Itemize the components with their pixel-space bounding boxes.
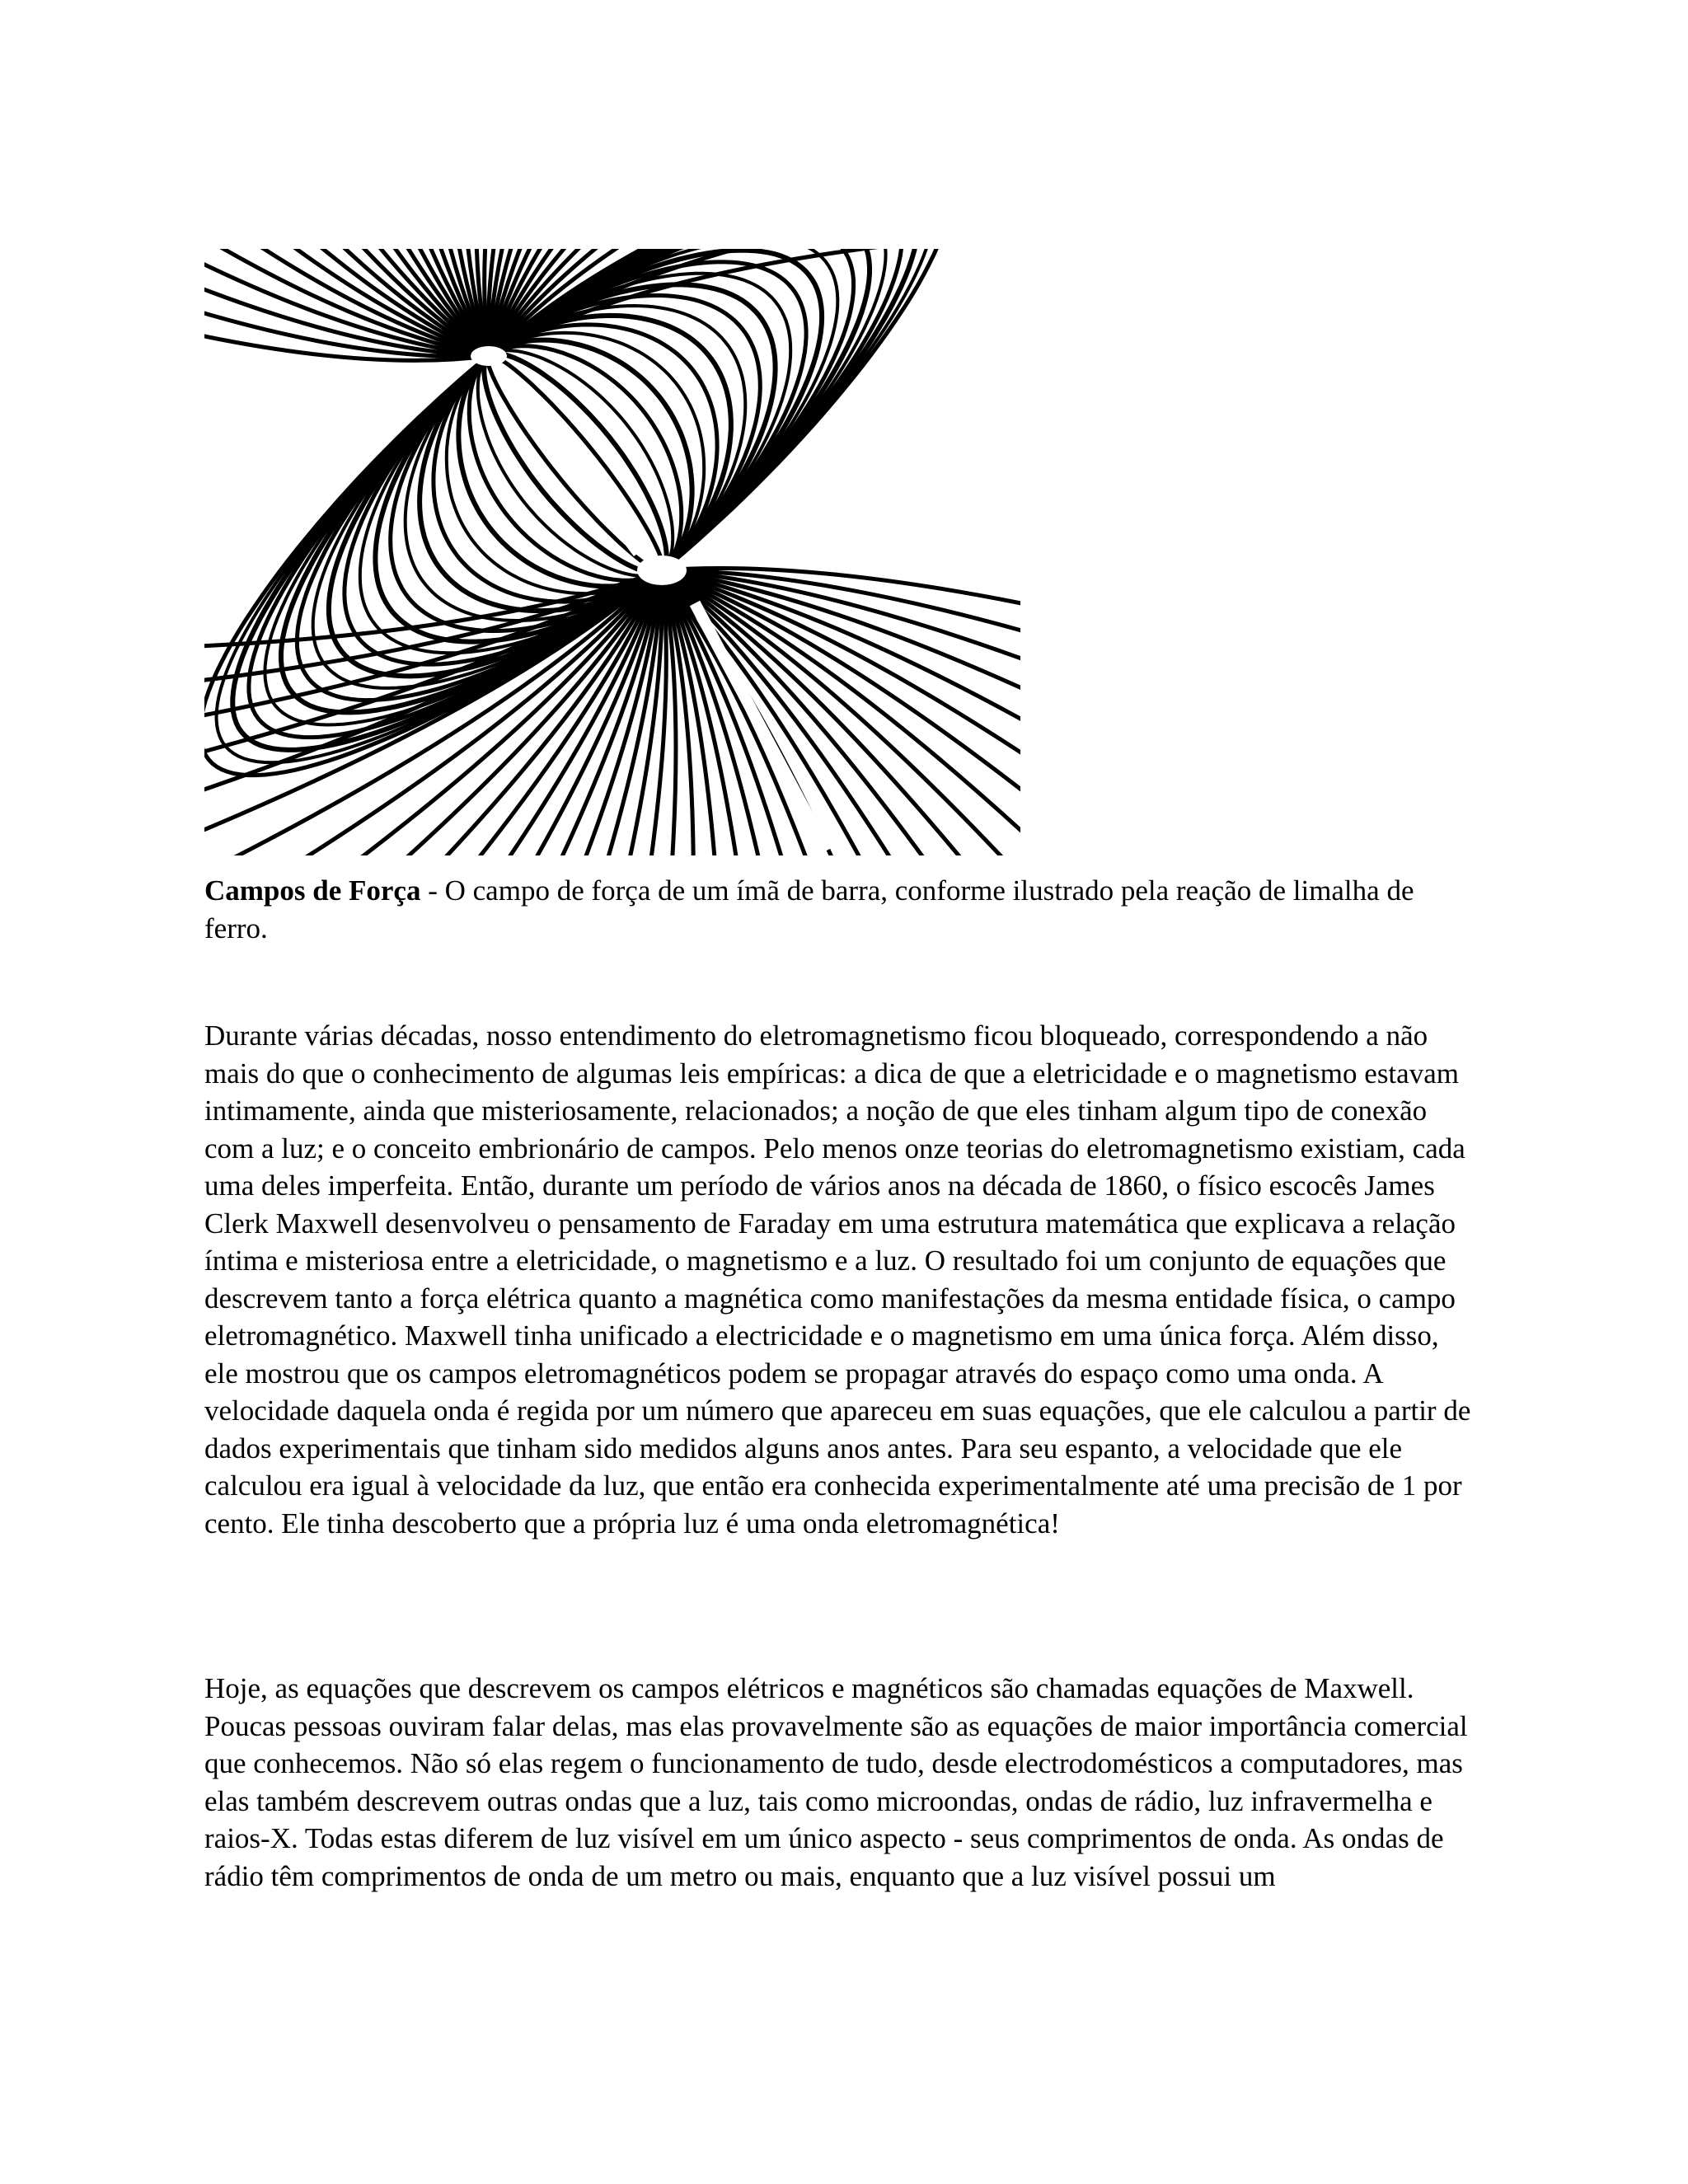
iron-filings-magnetic-field-image (204, 249, 1020, 855)
magnet-pole (637, 555, 687, 585)
body-paragraph-2 (204, 1670, 1474, 1895)
caption-text: O campo de força de um ímã de barra, conforme ilustrado pela reação de limalha de ferro. (204, 874, 1414, 944)
magnet-pole (471, 346, 507, 366)
paragraph-text: Hoje, as equações que descrevem os campos elétricos e magnéticos são chamadas equações de Maxwell. Poucas pessoas ouviram falar delas, mas elas provavelmente são as equações de maior importância comercial que conhecemos. Não só elas regem o funcionamento de tudo, desde electrodomésticos a computadores, mas elas também descrevem outras ondas que a luz, tais como microondas, ondas de rádio, luz infravermelha e raios-X. Todas estas diferem de luz visível em um único aspecto - seus comprimentos de onda. As ondas de rádio têm comprimentos de onda de um metro ou mais, enquanto que a luz visível possui um (204, 1672, 1468, 1892)
body-paragraph-1 (204, 1017, 1474, 1542)
caption-title: Campos de Força (204, 874, 421, 907)
magnetic-field-lines-drawing (204, 249, 1020, 855)
figure-caption (204, 872, 1474, 947)
paragraph-text: Durante várias décadas, nosso entendimento do eletromagnetismo ficou bloqueado, correspondendo a não mais do que o conhecimento de algumas leis empíricas: a dica de que a eletricidade e o magnetismo estavam intimamente, ainda que misteriosamente, relacionados; a noção de que eles tinham algum tipo de conexão com a luz; e o conceito embrionário de campos. Pelo menos onze teorias do eletromagnetismo existiam, cada uma deles imperfeita. Então, durante um período de vários anos na década de 1860, o físico escocês James Clerk Maxwell desenvolveu o pensamento de Faraday em uma estrutura matemática que explicava a relação íntima e misteriosa entre a eletricidade, o magnetismo e a luz. O resultado foi um conjunto de equações que descrevem tanto a força elétrica quanto a magnética como manifestações da mesma entidade física, o campo eletromagnético. Maxwell tinha unificado a electricidade e o magnetismo em uma única força. Além disso, ele mostrou que os campos eletromagnéticos podem se propagar através do espaço como uma onda. A velocidade daquela onda é regida por um número que apareceu em suas equações, que ele calculou a partir de dados experimentais que tinham sido medidos alguns anos antes. Para seu espanto, a velocidade que ele calculou era igual à velocidade da luz, que então era conhecida experimentalmente até uma precisão de 1 por cento. Ele tinha descoberto que a própria luz é uma onda eletromagnética! (204, 1019, 1471, 1540)
caption-separator: - (420, 874, 445, 907)
